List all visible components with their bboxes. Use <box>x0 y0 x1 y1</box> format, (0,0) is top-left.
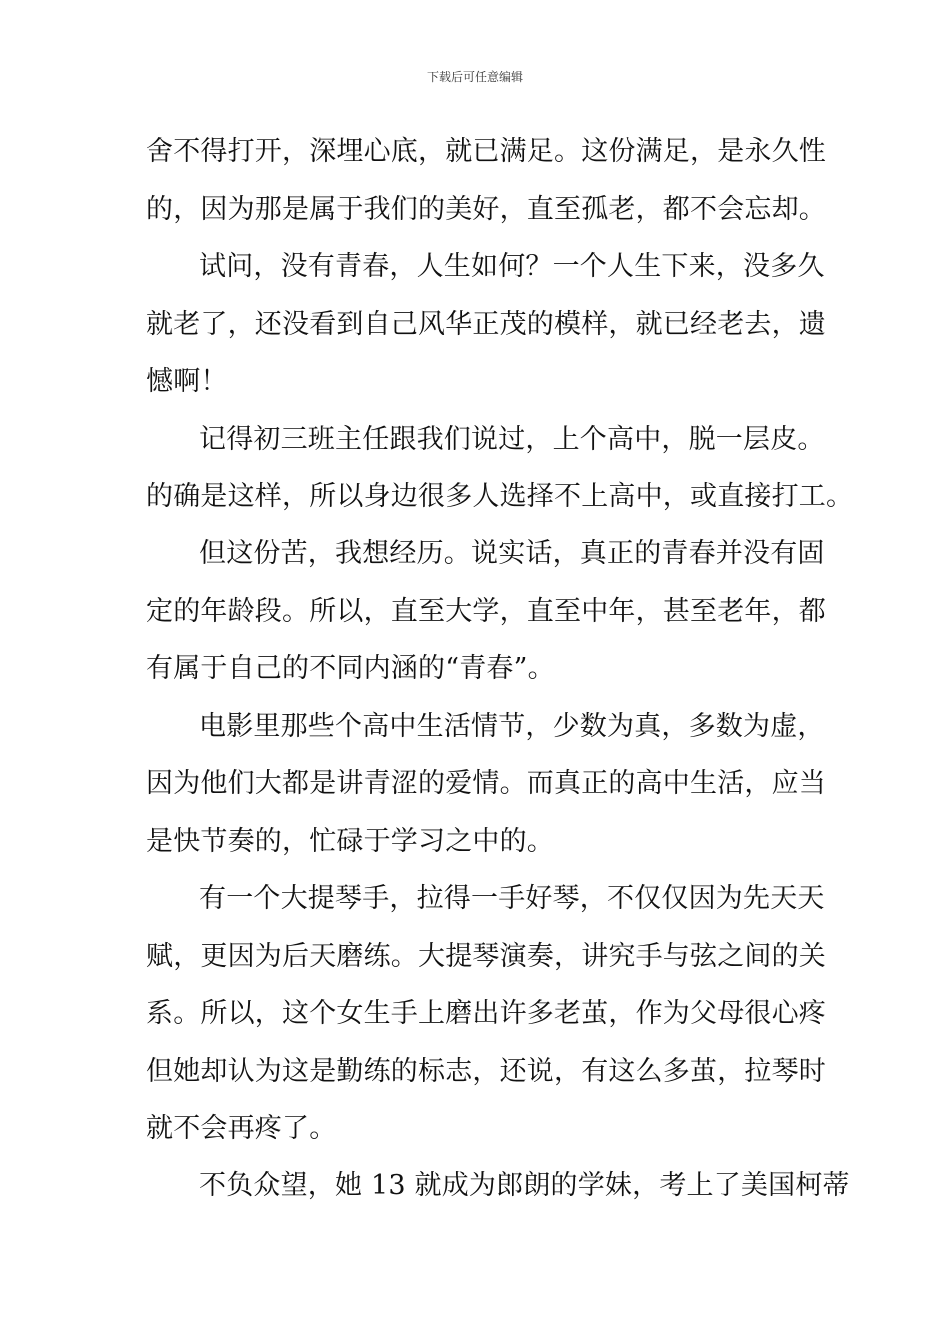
text-line: 有一个大提琴手，拉得一手好琴，不仅仅因为先天天 <box>199 883 825 914</box>
page-header: 下载后可任意编辑 <box>426 70 523 84</box>
text-line: 不负众望，她 13 就成为郎朗的学妹，考上了美国柯蒂 <box>199 1170 850 1201</box>
text-line: 因为他们大都是讲青涩的爱情。而真正的高中生活，应当 <box>146 768 826 799</box>
text-line: 憾啊！ <box>146 366 228 397</box>
text-line: 就老了，还没看到自己风华正茂的模样，就已经老去，遗 <box>146 309 826 340</box>
text-line: 系。所以，这个女生手上磨出许多老茧，作为父母很心疼 <box>146 998 826 1029</box>
text-line: 但她却认为这是勤练的标志，还说，有这么多茧，拉琴时 <box>146 1056 826 1087</box>
text-line: 就不会再疼了。 <box>146 1113 337 1144</box>
text-line: 记得初三班主任跟我们说过，上个高中，脱一层皮。 <box>199 424 825 455</box>
text-line: 有属于自己的不同内涵的“青春”。 <box>146 653 555 684</box>
text-line: 但这份苦，我想经历。说实话，真正的青春并没有固 <box>199 538 825 569</box>
text-line: 试问，没有青春，人生如何？一个人生下来，没多久 <box>199 251 825 282</box>
text-line: 赋，更因为后天磨练。大提琴演奏，讲究手与弦之间的关 <box>146 941 826 972</box>
text-line: 电影里那些个高中生活情节，少数为真，多数为虚， <box>199 711 825 742</box>
text-line: 的，因为那是属于我们的美好，直至孤老，都不会忘却。 <box>146 194 826 225</box>
text-line: 定的年龄段。所以，直至大学，直至中年，甚至老年，都 <box>146 596 826 627</box>
text-line: 是快节奏的，忙碌于学习之中的。 <box>146 826 554 857</box>
text-line: 舍不得打开，深埋心底，就已满足。这份满足，是永久性 <box>146 136 826 167</box>
text-line: 的确是这样，所以身边很多人选择不上高中，或直接打工。 <box>146 481 854 512</box>
